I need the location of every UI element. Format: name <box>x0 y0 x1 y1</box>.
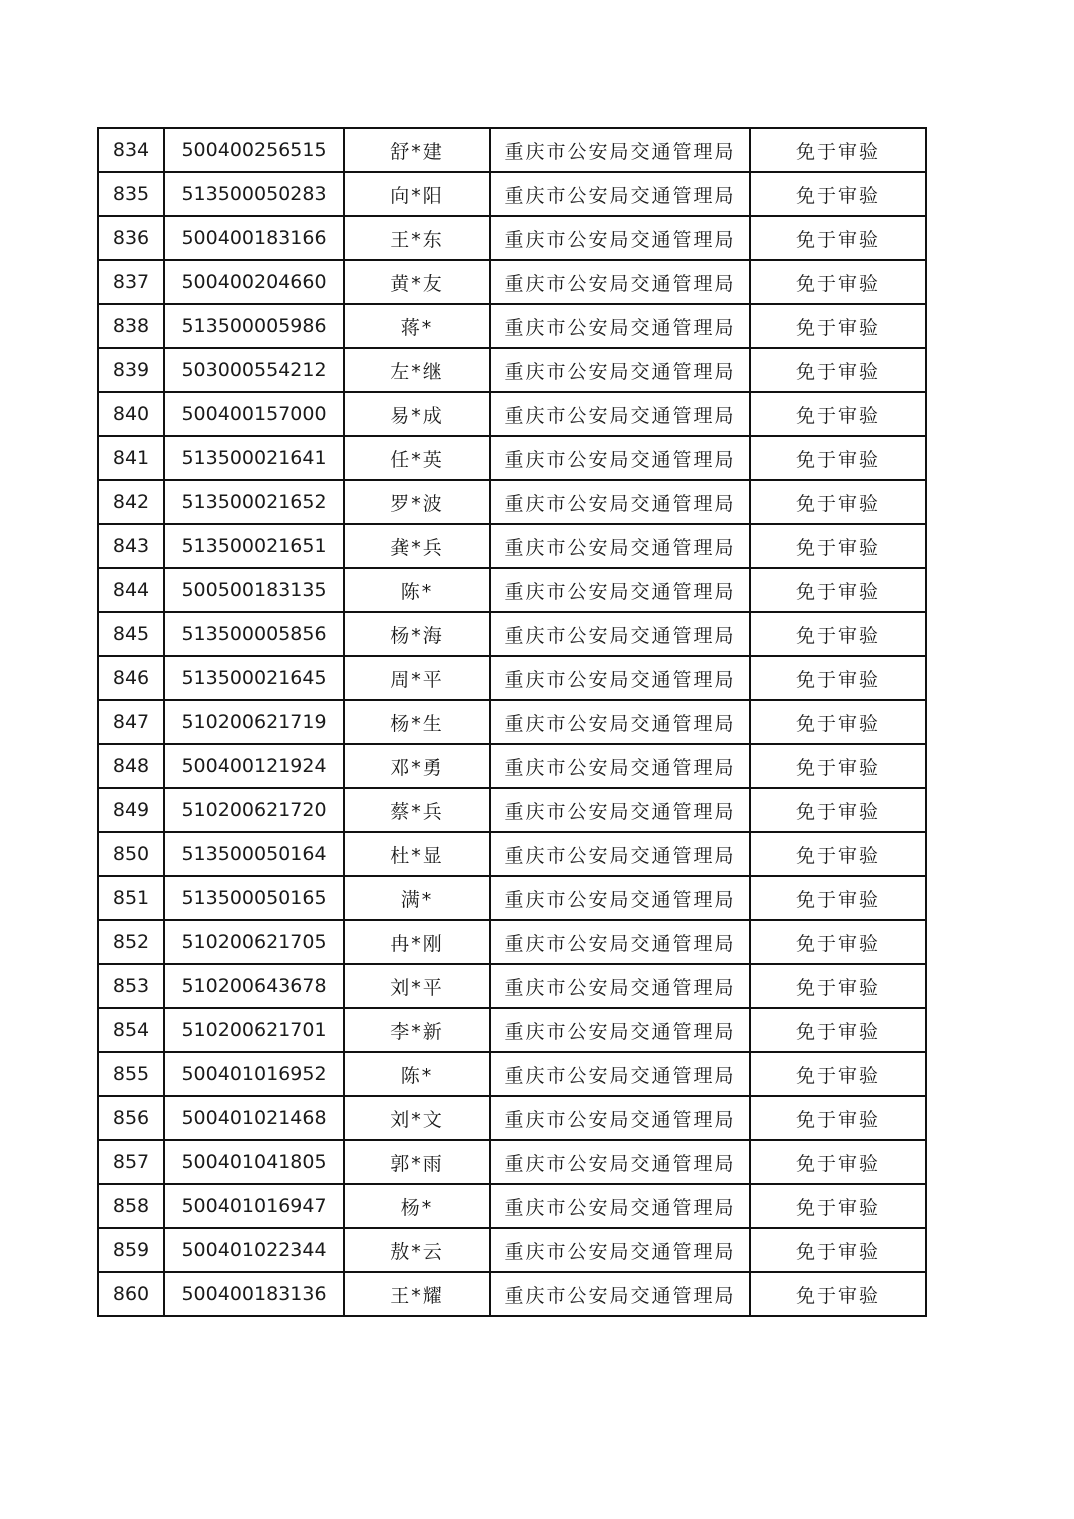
row-number-cell: 851 <box>98 876 164 920</box>
certificate-id-cell: 500500183135 <box>164 568 344 612</box>
review-status-cell: 免于审验 <box>750 128 926 172</box>
certificate-id-cell: 500401016947 <box>164 1184 344 1228</box>
certificate-id-cell: 500400183136 <box>164 1272 344 1316</box>
table-row <box>98 172 926 216</box>
issuing-authority-cell: 重庆市公安局交通管理局 <box>490 1228 750 1272</box>
review-status-cell: 免于审验 <box>750 1140 926 1184</box>
person-name-cell: 郭*雨 <box>344 1140 490 1184</box>
review-status-cell: 免于审验 <box>750 1272 926 1316</box>
issuing-authority-cell: 重庆市公安局交通管理局 <box>490 1140 750 1184</box>
issuing-authority-cell: 重庆市公安局交通管理局 <box>490 920 750 964</box>
review-status-cell: 免于审验 <box>750 480 926 524</box>
certificate-id-cell: 500400157000 <box>164 392 344 436</box>
certificate-id-cell: 500400204660 <box>164 260 344 304</box>
table-row <box>98 700 926 744</box>
table-row <box>98 260 926 304</box>
person-name-cell: 左*继 <box>344 348 490 392</box>
certificate-id-cell: 510200643678 <box>164 964 344 1008</box>
certificate-id-cell: 510200621705 <box>164 920 344 964</box>
table-row <box>98 568 926 612</box>
person-name-cell: 黄*友 <box>344 260 490 304</box>
certificate-id-cell: 500401021468 <box>164 1096 344 1140</box>
review-status-cell: 免于审验 <box>750 524 926 568</box>
certificate-id-cell: 513500021641 <box>164 436 344 480</box>
person-name-cell: 李*新 <box>344 1008 490 1052</box>
row-number-cell: 838 <box>98 304 164 348</box>
person-name-cell: 任*英 <box>344 436 490 480</box>
person-name-cell: 周*平 <box>344 656 490 700</box>
row-number-cell: 834 <box>98 128 164 172</box>
review-status-cell: 免于审验 <box>750 1228 926 1272</box>
review-status-cell: 免于审验 <box>750 876 926 920</box>
record-table-body <box>98 128 926 1316</box>
person-name-cell: 冉*刚 <box>344 920 490 964</box>
person-name-cell: 蒋* <box>344 304 490 348</box>
certificate-id-cell: 513500021651 <box>164 524 344 568</box>
issuing-authority-cell: 重庆市公安局交通管理局 <box>490 436 750 480</box>
issuing-authority-cell: 重庆市公安局交通管理局 <box>490 216 750 260</box>
issuing-authority-cell: 重庆市公安局交通管理局 <box>490 172 750 216</box>
table-row <box>98 744 926 788</box>
issuing-authority-cell: 重庆市公安局交通管理局 <box>490 1008 750 1052</box>
person-name-cell: 王*耀 <box>344 1272 490 1316</box>
issuing-authority-cell: 重庆市公安局交通管理局 <box>490 832 750 876</box>
person-name-cell: 蔡*兵 <box>344 788 490 832</box>
issuing-authority-cell: 重庆市公安局交通管理局 <box>490 1096 750 1140</box>
certificate-id-cell: 513500005986 <box>164 304 344 348</box>
row-number-cell: 858 <box>98 1184 164 1228</box>
table-row <box>98 304 926 348</box>
row-number-cell: 843 <box>98 524 164 568</box>
issuing-authority-cell: 重庆市公安局交通管理局 <box>490 568 750 612</box>
person-name-cell: 满* <box>344 876 490 920</box>
certificate-id-cell: 503000554212 <box>164 348 344 392</box>
issuing-authority-cell: 重庆市公安局交通管理局 <box>490 876 750 920</box>
review-status-cell: 免于审验 <box>750 260 926 304</box>
person-name-cell: 杨*生 <box>344 700 490 744</box>
person-name-cell: 杨*海 <box>344 612 490 656</box>
table-row <box>98 216 926 260</box>
certificate-id-cell: 500401016952 <box>164 1052 344 1096</box>
person-name-cell: 陈* <box>344 1052 490 1096</box>
row-number-cell: 844 <box>98 568 164 612</box>
issuing-authority-cell: 重庆市公安局交通管理局 <box>490 392 750 436</box>
table-row <box>98 436 926 480</box>
certificate-id-cell: 500401041805 <box>164 1140 344 1184</box>
issuing-authority-cell: 重庆市公安局交通管理局 <box>490 744 750 788</box>
row-number-cell: 842 <box>98 480 164 524</box>
row-number-cell: 846 <box>98 656 164 700</box>
issuing-authority-cell: 重庆市公安局交通管理局 <box>490 304 750 348</box>
row-number-cell: 847 <box>98 700 164 744</box>
table-row <box>98 832 926 876</box>
certificate-id-cell: 513500050164 <box>164 832 344 876</box>
review-status-cell: 免于审验 <box>750 656 926 700</box>
record-table <box>97 127 927 1317</box>
review-status-cell: 免于审验 <box>750 700 926 744</box>
certificate-id-cell: 510200621701 <box>164 1008 344 1052</box>
table-row <box>98 524 926 568</box>
row-number-cell: 850 <box>98 832 164 876</box>
issuing-authority-cell: 重庆市公安局交通管理局 <box>490 480 750 524</box>
table-row <box>98 1096 926 1140</box>
issuing-authority-cell: 重庆市公安局交通管理局 <box>490 788 750 832</box>
issuing-authority-cell: 重庆市公安局交通管理局 <box>490 700 750 744</box>
review-status-cell: 免于审验 <box>750 304 926 348</box>
person-name-cell: 舒*建 <box>344 128 490 172</box>
row-number-cell: 845 <box>98 612 164 656</box>
row-number-cell: 855 <box>98 1052 164 1096</box>
issuing-authority-cell: 重庆市公安局交通管理局 <box>490 260 750 304</box>
table-row <box>98 1140 926 1184</box>
row-number-cell: 857 <box>98 1140 164 1184</box>
review-status-cell: 免于审验 <box>750 1008 926 1052</box>
person-name-cell: 罗*波 <box>344 480 490 524</box>
table-row <box>98 1052 926 1096</box>
review-status-cell: 免于审验 <box>750 172 926 216</box>
table-row <box>98 612 926 656</box>
review-status-cell: 免于审验 <box>750 744 926 788</box>
certificate-id-cell: 500401022344 <box>164 1228 344 1272</box>
person-name-cell: 刘*平 <box>344 964 490 1008</box>
review-status-cell: 免于审验 <box>750 392 926 436</box>
row-number-cell: 856 <box>98 1096 164 1140</box>
row-number-cell: 853 <box>98 964 164 1008</box>
row-number-cell: 840 <box>98 392 164 436</box>
person-name-cell: 杜*显 <box>344 832 490 876</box>
certificate-id-cell: 513500021652 <box>164 480 344 524</box>
person-name-cell: 敖*云 <box>344 1228 490 1272</box>
person-name-cell: 邓*勇 <box>344 744 490 788</box>
review-status-cell: 免于审验 <box>750 1052 926 1096</box>
row-number-cell: 854 <box>98 1008 164 1052</box>
person-name-cell: 刘*文 <box>344 1096 490 1140</box>
certificate-id-cell: 513500050165 <box>164 876 344 920</box>
row-number-cell: 839 <box>98 348 164 392</box>
certificate-id-cell: 513500021645 <box>164 656 344 700</box>
issuing-authority-cell: 重庆市公安局交通管理局 <box>490 1052 750 1096</box>
table-row <box>98 1008 926 1052</box>
certificate-id-cell: 510200621720 <box>164 788 344 832</box>
review-status-cell: 免于审验 <box>750 1096 926 1140</box>
person-name-cell: 杨* <box>344 1184 490 1228</box>
row-number-cell: 859 <box>98 1228 164 1272</box>
review-status-cell: 免于审验 <box>750 348 926 392</box>
table-row <box>98 920 926 964</box>
review-status-cell: 免于审验 <box>750 568 926 612</box>
row-number-cell: 849 <box>98 788 164 832</box>
table-row <box>98 128 926 172</box>
issuing-authority-cell: 重庆市公安局交通管理局 <box>490 1272 750 1316</box>
row-number-cell: 835 <box>98 172 164 216</box>
person-name-cell: 王*东 <box>344 216 490 260</box>
table-row <box>98 392 926 436</box>
review-status-cell: 免于审验 <box>750 1184 926 1228</box>
person-name-cell: 向*阳 <box>344 172 490 216</box>
review-status-cell: 免于审验 <box>750 964 926 1008</box>
person-name-cell: 陈* <box>344 568 490 612</box>
review-status-cell: 免于审验 <box>750 788 926 832</box>
row-number-cell: 837 <box>98 260 164 304</box>
review-status-cell: 免于审验 <box>750 436 926 480</box>
row-number-cell: 860 <box>98 1272 164 1316</box>
row-number-cell: 841 <box>98 436 164 480</box>
table-row <box>98 964 926 1008</box>
row-number-cell: 848 <box>98 744 164 788</box>
issuing-authority-cell: 重庆市公安局交通管理局 <box>490 128 750 172</box>
issuing-authority-cell: 重庆市公安局交通管理局 <box>490 964 750 1008</box>
certificate-id-cell: 500400183166 <box>164 216 344 260</box>
table-row <box>98 480 926 524</box>
table-row <box>98 1272 926 1316</box>
table-row <box>98 656 926 700</box>
row-number-cell: 836 <box>98 216 164 260</box>
issuing-authority-cell: 重庆市公安局交通管理局 <box>490 524 750 568</box>
table-row <box>98 1184 926 1228</box>
person-name-cell: 易*成 <box>344 392 490 436</box>
certificate-id-cell: 500400256515 <box>164 128 344 172</box>
table-row <box>98 876 926 920</box>
certificate-id-cell: 510200621719 <box>164 700 344 744</box>
certificate-id-cell: 513500050283 <box>164 172 344 216</box>
table-row <box>98 1228 926 1272</box>
issuing-authority-cell: 重庆市公安局交通管理局 <box>490 348 750 392</box>
row-number-cell: 852 <box>98 920 164 964</box>
review-status-cell: 免于审验 <box>750 216 926 260</box>
issuing-authority-cell: 重庆市公安局交通管理局 <box>490 612 750 656</box>
review-status-cell: 免于审验 <box>750 612 926 656</box>
table-row <box>98 348 926 392</box>
certificate-id-cell: 500400121924 <box>164 744 344 788</box>
issuing-authority-cell: 重庆市公安局交通管理局 <box>490 1184 750 1228</box>
person-name-cell: 龚*兵 <box>344 524 490 568</box>
review-status-cell: 免于审验 <box>750 920 926 964</box>
issuing-authority-cell: 重庆市公安局交通管理局 <box>490 656 750 700</box>
certificate-id-cell: 513500005856 <box>164 612 344 656</box>
review-status-cell: 免于审验 <box>750 832 926 876</box>
table-row <box>98 788 926 832</box>
